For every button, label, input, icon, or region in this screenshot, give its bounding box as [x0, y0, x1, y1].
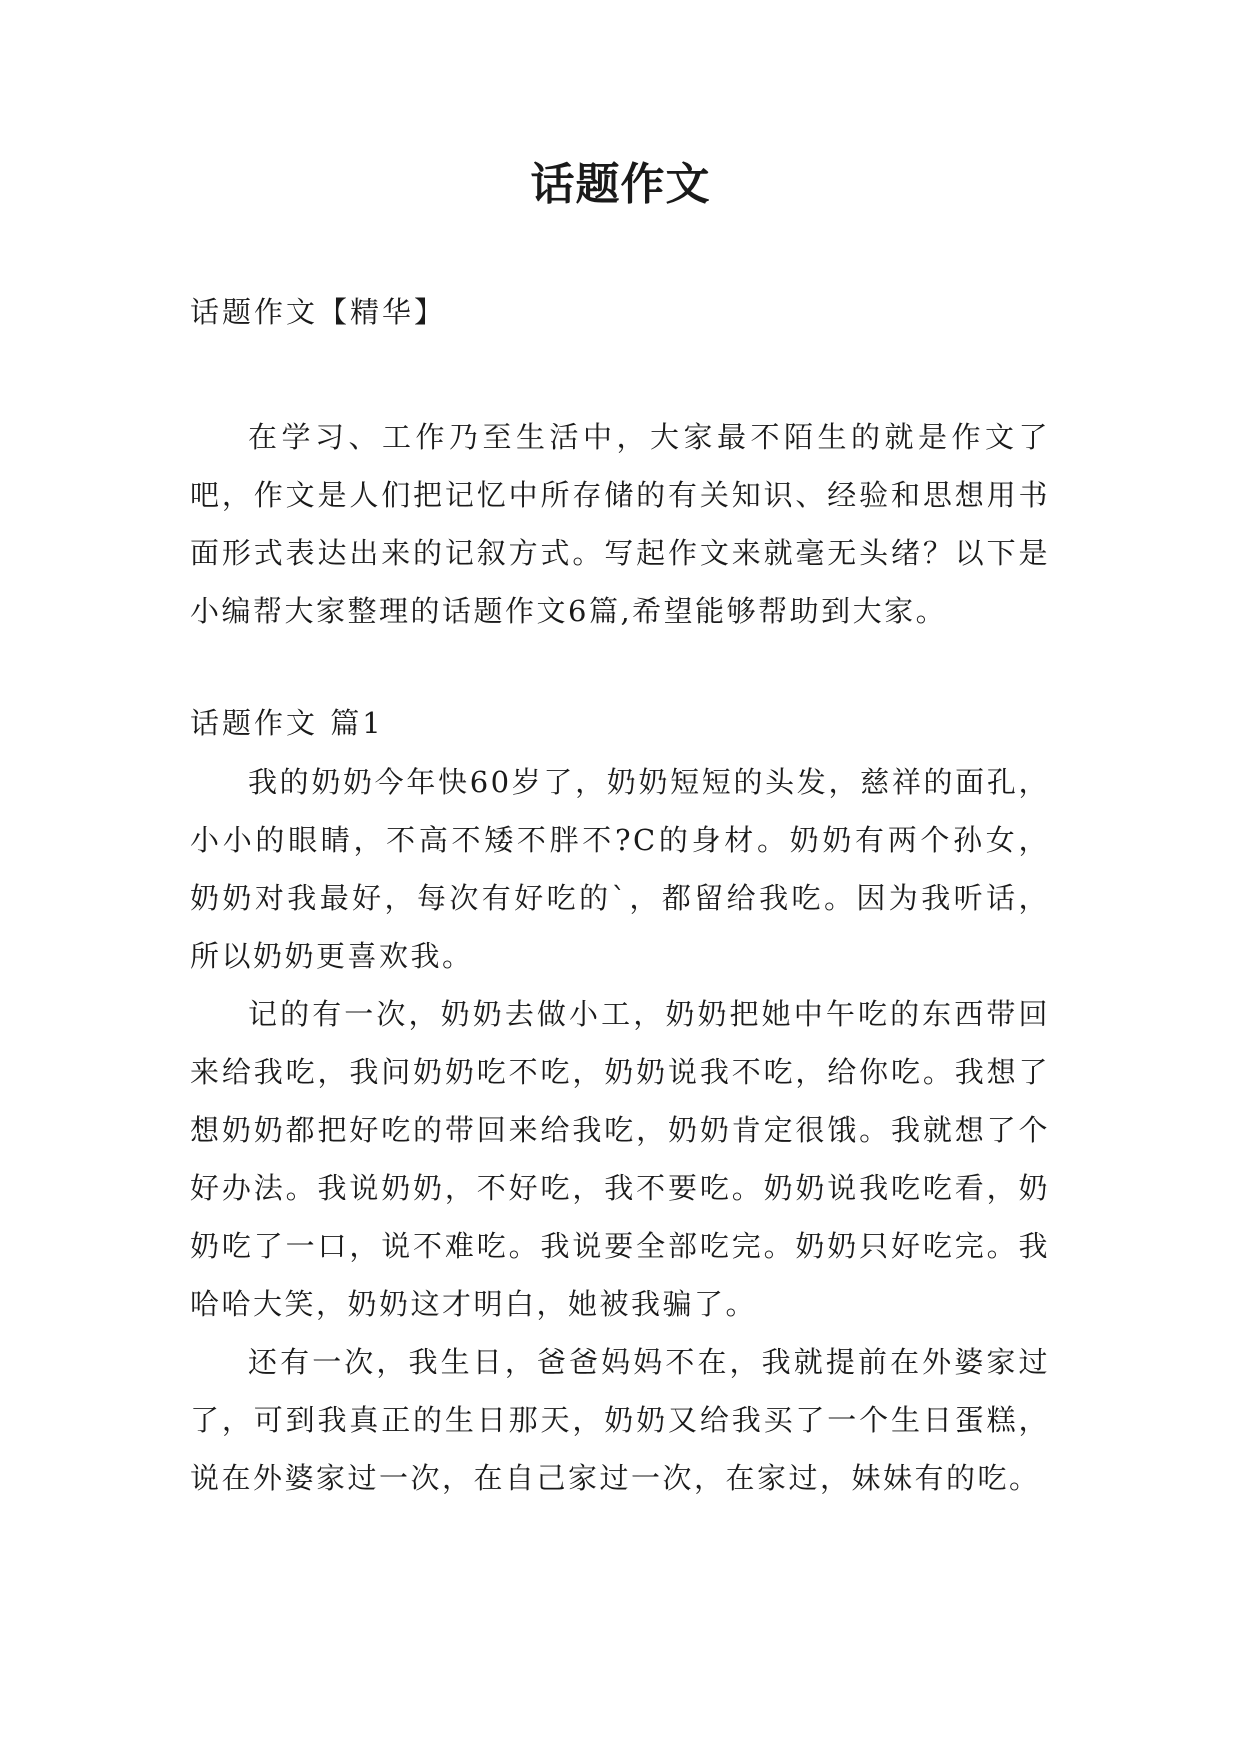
essay-body [190, 753, 1050, 1507]
essay-paragraph-1: 我的奶奶今年快60岁了，奶奶短短的头发，慈祥的面孔，小小的眼睛，不高不矮不胖不?C的身材。奶奶有两个孙女，奶奶对我最好，每次有好吃的`，都留给我吃。因为我听话，所以奶奶更喜欢我。 [190, 765, 1050, 973]
document-subtitle: 话题作文【精华】 [190, 295, 447, 329]
intro-block [190, 408, 1050, 640]
essay-paragraph-2: 记的有一次，奶奶去做小工，奶奶把她中午吃的东西带回来给我吃，我问奶奶吃不吃，奶奶说我不吃，给你吃。我想了想奶奶都把好吃的带回来给我吃，奶奶肯定很饿。我就想了个好办法。我说奶奶，不好吃，我不要吃。奶奶说我吃吃看，奶奶吃了一口，说不难吃。我说要全部吃完。奶奶只好吃完。我哈哈大笑，奶奶这才明白，她被我骗了。 [190, 997, 1050, 1321]
intro-paragraph: 在学习、工作乃至生活中，大家最不陌生的就是作文了吧，作文是人们把记忆中所存储的有关知识、经验和思想用书面形式表达出来的记叙方式。写起作文来就毫无头绪？以下是小编帮大家整理的话题作文6篇,希望能够帮助到大家。 [190, 420, 1050, 628]
document-title: 话题作文 [530, 159, 711, 210]
essay-paragraph-3: 还有一次，我生日，爸爸妈妈不在，我就提前在外婆家过了，可到我真正的生日那天，奶奶又给我买了一个生日蛋糕，说在外婆家过一次，在自己家过一次，在家过，妹妹有的吃。 [190, 1345, 1050, 1495]
section-heading: 话题作文 篇1 [190, 706, 384, 740]
